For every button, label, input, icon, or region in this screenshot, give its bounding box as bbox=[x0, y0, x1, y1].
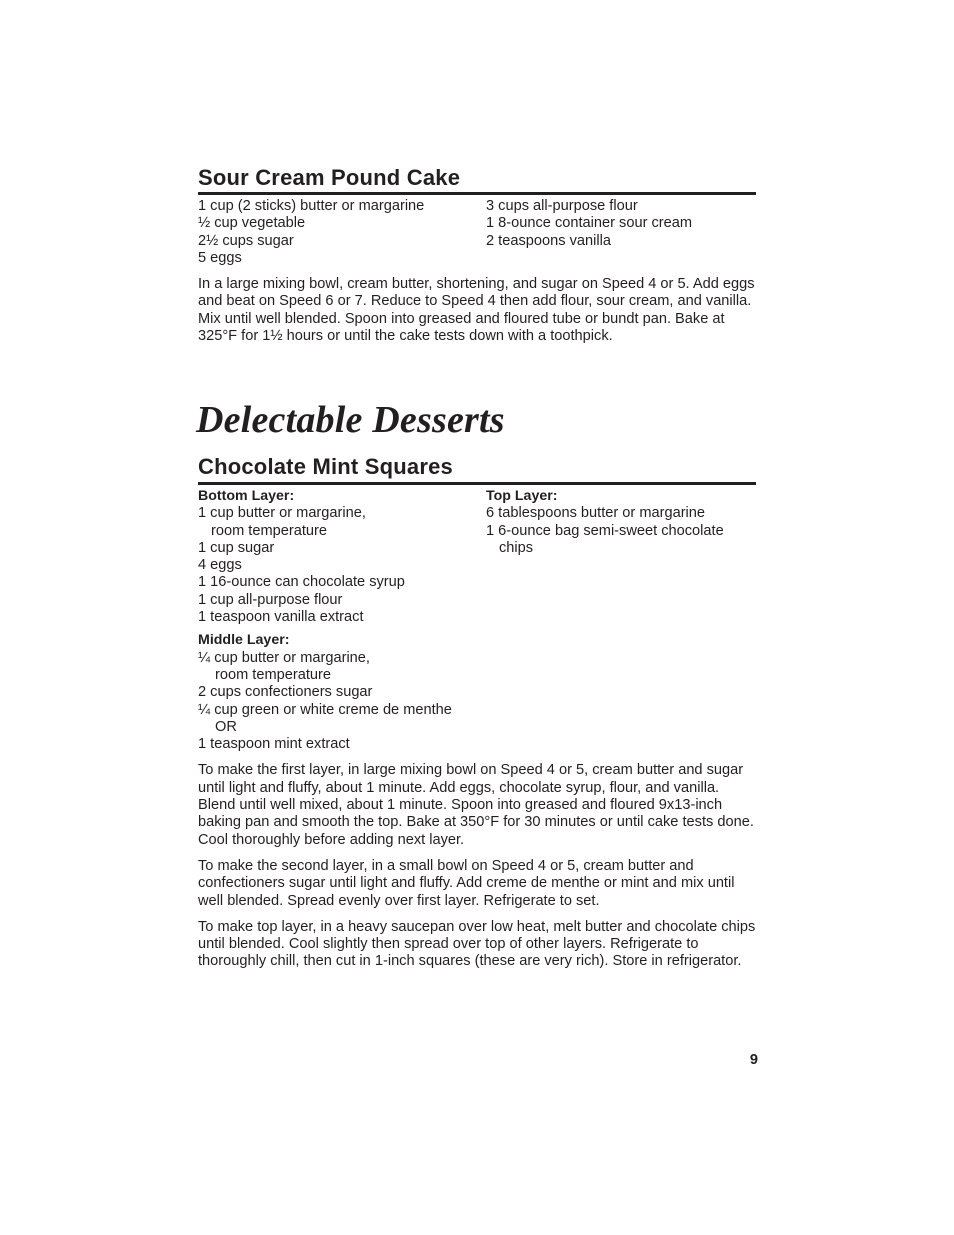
ingredient-item: 1 cup all-purpose flour bbox=[198, 591, 343, 608]
directions-paragraph: To make top layer, in a heavy saucepan over low heat, melt butter and chocolate chips until blended. Cool slightly then spread over top of other layers. Refrigerate to thoroughly chill, then cut in 1-inch squares (these are very rich). Store in refrigerator. bbox=[198, 918, 756, 970]
ingredient-item: 1 cup (2 sticks) butter or margarine bbox=[198, 198, 425, 214]
ingredient-item: ½ cup vegetable bbox=[198, 215, 306, 232]
page-number: 9 bbox=[749, 1052, 758, 1068]
ingredient-item: OR bbox=[215, 718, 237, 735]
ingredient-item: ¼ cup butter or margarine, bbox=[198, 649, 370, 666]
ingredient-item: 1 6-ounce bag semi-sweet chocolate bbox=[486, 522, 724, 539]
section-title: Delectable Desserts bbox=[196, 399, 505, 441]
pound-cake-recipe bbox=[198, 165, 756, 345]
ingredient-item: 3 cups all-purpose flour bbox=[486, 198, 638, 214]
ingredients bbox=[198, 198, 756, 267]
recipe-title: Chocolate Mint Squares bbox=[198, 454, 453, 479]
ingredients-right-column bbox=[486, 198, 756, 267]
bottom-layer-heading: Bottom Layer: bbox=[198, 488, 295, 504]
ingredient-item: 1 8-ounce container sour cream bbox=[486, 215, 693, 232]
directions-paragraph: In a large mixing bowl, cream butter, shortening, and sugar on Speed 4 or 5. Add eggs and beat on Speed 6 or 7. Reduce to Speed 4 then add flour, sour cream, and vanilla. Mix until well blended. Spoon into greased and floured tube or bundt pan. Bake at 325°F for 1½ hours or until the cake tests down with a toothpick. bbox=[198, 276, 755, 345]
ingredient-item: 2 teaspoons vanilla bbox=[486, 232, 611, 249]
ingredient-item: chips bbox=[499, 539, 534, 556]
ingredient-item: 4 eggs bbox=[198, 557, 242, 574]
ingredients bbox=[198, 488, 756, 753]
ingredient-item: ¼ cup green or white creme de menthe bbox=[198, 701, 452, 718]
directions-paragraph: To make the first layer, in large mixing bowl on Speed 4 or 5, cream butter and sugar until light and fluffy, about 1 minute. Add eggs, chocolate syrup, flour, and vanilla. Blend until well mixed, about 1 minute. Spoon into greased and floured 9x13-inch baking pan and smooth the top. Bake at 350°F for 30 minutes or until cake tests done. Cool thoroughly before adding next layer. bbox=[198, 762, 754, 848]
ingredient-item: 1 teaspoon mint extract bbox=[198, 736, 350, 753]
ingredients-left-column bbox=[198, 488, 486, 753]
ingredients-right-column bbox=[486, 488, 756, 753]
top-layer-heading: Top Layer: bbox=[486, 488, 558, 504]
ingredient-item: 2½ cups sugar bbox=[198, 232, 294, 249]
ingredient-item: 1 cup sugar bbox=[198, 539, 275, 556]
title-rule bbox=[198, 192, 756, 195]
ingredient-item: 5 eggs bbox=[198, 249, 242, 266]
directions-paragraph: To make the second layer, in a small bowl on Speed 4 or 5, cream butter and confectioners sugar until light and fluffy. Add creme de menthe or mint and mix until well blended. Spread evenly over first layer. Refrigerate to set. bbox=[198, 857, 735, 909]
ingredient-item: 2 cups confectioners sugar bbox=[198, 684, 373, 701]
title-rule bbox=[198, 482, 756, 485]
ingredients-left-column bbox=[198, 198, 486, 267]
ingredient-item: room temperature bbox=[215, 666, 331, 683]
middle-layer-heading: Middle Layer: bbox=[198, 632, 290, 649]
mint-squares-recipe bbox=[198, 454, 756, 971]
ingredient-item: 1 teaspoon vanilla extract bbox=[198, 609, 364, 626]
ingredient-item: 1 16-ounce can chocolate syrup bbox=[198, 574, 405, 591]
ingredient-item: 1 cup butter or margarine, bbox=[198, 505, 366, 522]
ingredient-item: room temperature bbox=[211, 522, 327, 539]
recipe-title: Sour Cream Pound Cake bbox=[198, 165, 461, 190]
ingredient-item: 6 tablespoons butter or margarine bbox=[486, 505, 706, 522]
